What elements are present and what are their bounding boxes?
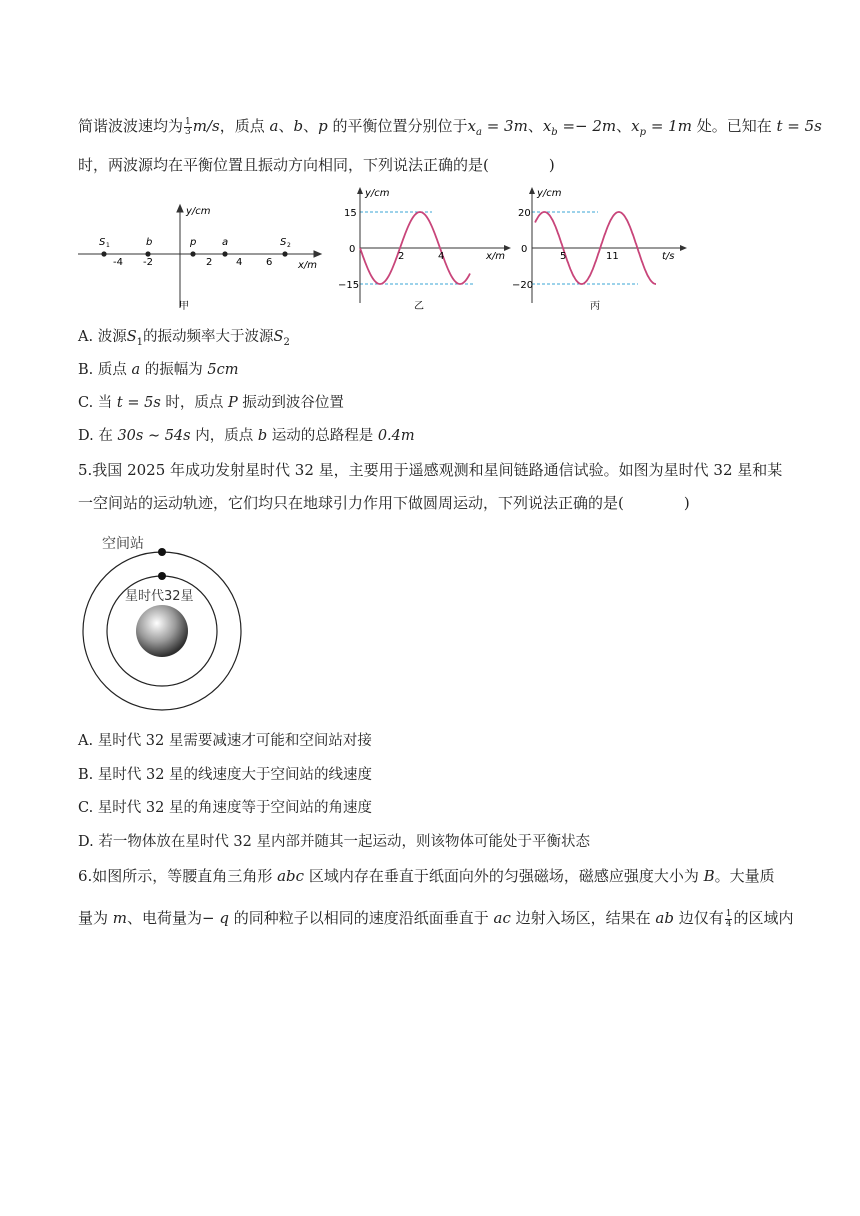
q4-stem-line-2: 时，两波源均在平衡位置且振动方向相同，下列说法正确的是( )	[78, 156, 555, 174]
figure-jia	[76, 198, 326, 316]
q5-option-b: B. 星时代 32 星的线速度大于空间站的线速度	[78, 767, 373, 783]
q6-stem-line-1: 6.如图所示，等腰直角三角形 abc 区域内存在垂直于纸面向外的匀强磁场，磁感应强度大小为 B。大量质	[78, 867, 775, 885]
q5-option-a: A. 星时代 32 星需要减速才可能和空间站对接	[78, 733, 372, 749]
x-axis-arrow	[680, 245, 687, 251]
q4-option-d: D. 在 30s ∼ 54s 内，质点 b 运动的总路程是 0.4m	[78, 428, 415, 444]
earth	[136, 605, 188, 657]
caption-yi: 乙	[414, 301, 424, 312]
space-station-dot	[158, 548, 166, 556]
figure-bing	[512, 185, 692, 315]
q5-stem-line-2: 一空间站的运动轨迹，它们均只在地球引力作用下做圆周运动，下列说法正确的是( )	[78, 494, 690, 512]
y-tick-0: 0	[521, 244, 528, 255]
figure-yi	[334, 185, 514, 315]
tick-neg4: -4	[113, 257, 123, 268]
fraction-one-quarter: $\frac{1}{4}$	[725, 908, 732, 929]
y-tick-15: 15	[344, 208, 357, 219]
speed-unit: m/s	[192, 117, 220, 135]
label-s1-sub: 1	[106, 242, 110, 249]
point-s1	[101, 251, 106, 256]
axis-x-label: t/s	[662, 251, 675, 262]
tick-6: 6	[266, 257, 273, 268]
satellite-dot	[158, 572, 166, 580]
orbit-figure	[78, 530, 248, 720]
x-tick-11: 11	[606, 251, 619, 262]
x-tick-2: 2	[398, 251, 405, 262]
x-tick-4: 4	[438, 251, 445, 262]
axis-y-label: y/cm	[186, 206, 211, 217]
label-s2: S	[280, 237, 287, 248]
y-tick-neg15: −15	[338, 280, 360, 291]
q4-option-c: C. 当 t = 5s 时，质点 P 振动到波谷位置	[78, 395, 344, 411]
tick-neg2: -2	[143, 257, 153, 268]
tick-4: 4	[236, 257, 243, 268]
q6-stem-line-2: 量为 m、电荷量为− q 的同种粒子以相同的速度沿纸面垂直于 ac 边射入场区，结果在 ab 边仅有 $\frac{1}{4}$ 的区域内	[78, 908, 794, 929]
q4-stem-line-1: 简谐波波速均为 $\frac{1}{3}$ m/s，质点 a、b、p 的平衡位置分别位于$x_a = 3m$、$x_b =- 2m$、$x_p = 1m$ 处。已知在 t = 5s	[78, 116, 822, 138]
caption-bing: 丙	[590, 301, 600, 312]
q5-option-c: C. 星时代 32 星的角速度等于空间站的角速度	[78, 800, 372, 816]
q5-stem-line-1: 5.我国 2025 年成功发射星时代 32 星，主要用于遥感观测和星间链路通信试验。如图为星时代 32 星和某	[78, 461, 783, 479]
label-s1: S	[99, 237, 106, 248]
text: 简谐波波速均为	[78, 117, 184, 135]
caption-jia: 甲	[179, 301, 189, 312]
axis-x-label: x/m	[486, 251, 506, 262]
label-satellite: 星时代32星	[125, 589, 194, 604]
q4-option-b: B. 质点 a 的振幅为 5cm	[78, 362, 239, 378]
label-a: a	[222, 237, 229, 248]
q4-option-a: A. 波源$S_1$的振动频率大于波源$S_2$	[78, 329, 290, 348]
label-p: p	[190, 237, 197, 248]
axis-y-label: y/cm	[365, 188, 390, 199]
label-b: b	[146, 237, 153, 248]
label-space-station: 空间站	[102, 536, 144, 552]
y-tick-20: 20	[518, 208, 531, 219]
point-s2	[282, 251, 287, 256]
y-tick-neg20: −20	[512, 280, 534, 291]
y-axis-arrow	[177, 205, 183, 212]
y-axis-arrow	[529, 187, 535, 194]
y-axis-arrow	[357, 187, 363, 194]
x-tick-5: 5	[560, 251, 567, 262]
x-axis-arrow	[504, 245, 511, 251]
fraction-one-third: $\frac{1}{3}$	[185, 116, 191, 137]
axis-x-label: x/m	[298, 260, 318, 271]
y-tick-0: 0	[349, 244, 356, 255]
q5-option-d: D. 若一物体放在星时代 32 星内部并随其一起运动，则该物体可能处于平衡状态	[78, 834, 590, 850]
label-s2-sub: 2	[287, 242, 291, 249]
point-b	[145, 251, 150, 256]
tick-2: 2	[206, 257, 213, 268]
point-p	[190, 251, 195, 256]
axis-y-label: y/cm	[537, 188, 562, 199]
x-axis-arrow	[314, 251, 321, 257]
point-a	[222, 251, 227, 256]
